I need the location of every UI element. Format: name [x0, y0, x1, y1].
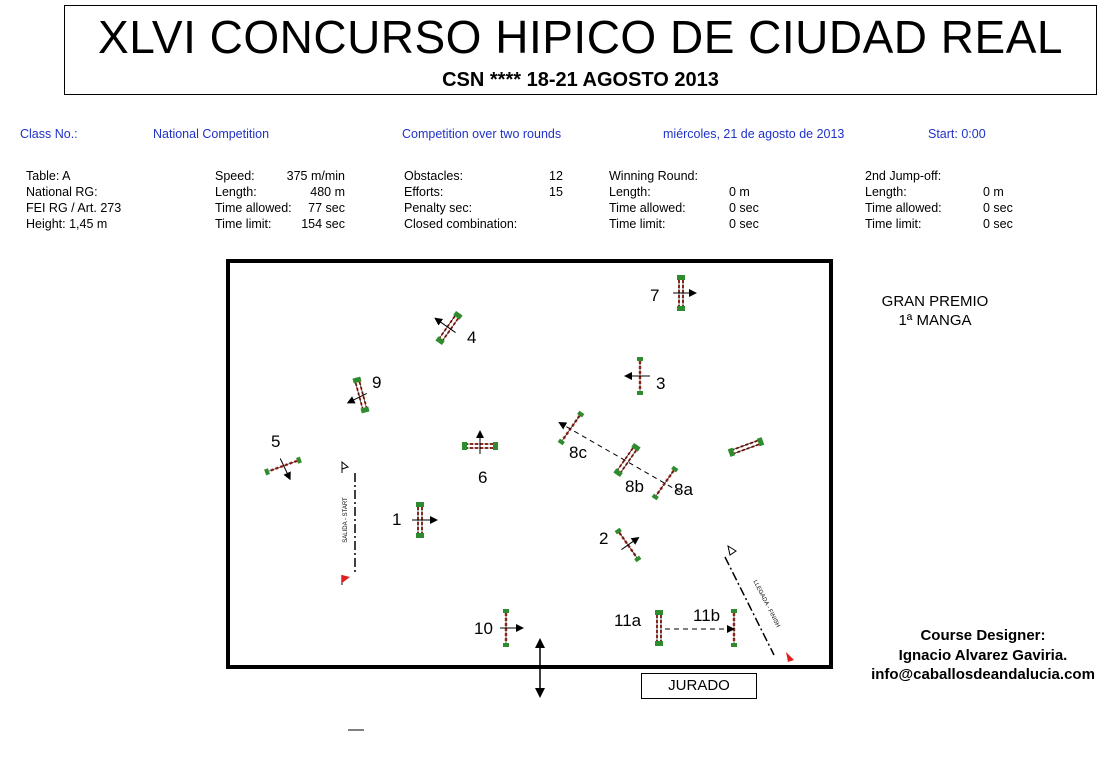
wr-time-limit-label: Time limit: — [609, 217, 666, 231]
event-name — [860, 292, 1010, 330]
obstacle-8c — [558, 411, 585, 446]
table-type: Table: A — [26, 169, 71, 183]
event-title: XLVI CONCURSO HIPICO DE CIUDAD REAL — [98, 11, 1063, 63]
obstacle-11a — [655, 610, 663, 646]
wr-time-limit-value: 0 sec — [729, 217, 759, 231]
efforts-value: 15 — [549, 185, 563, 199]
time-allowed-value: 77 sec — [308, 201, 345, 215]
event-subtitle: CSN **** 18-21 AGOSTO 2013 — [442, 69, 719, 91]
obstacle-1 — [412, 502, 436, 538]
designer-label: Course Designer: — [920, 627, 1046, 644]
label-obstacle-4: 4 — [467, 328, 477, 347]
designer-email: info@caballosdeandalucia.com — [871, 666, 1095, 683]
label-obstacle-8a: 8a — [674, 480, 693, 499]
label-obstacle-11a: 11a — [614, 611, 642, 630]
speed-value: 375 m/min — [286, 169, 345, 183]
time-limit-label: Time limit: — [215, 217, 272, 231]
jo-length-label: Length: — [865, 185, 907, 199]
obstacle-extra — [728, 437, 765, 457]
competition-type: Competition over two rounds — [402, 127, 562, 141]
obstacle-10 — [500, 609, 522, 647]
start-time: Start: 0:00 — [928, 127, 986, 141]
jury-box: JURADO — [641, 673, 757, 699]
jo-time-limit-value: 0 sec — [983, 217, 1013, 231]
wr-time-allowed-label: Time allowed: — [609, 201, 686, 215]
efforts-label: Efforts: — [404, 185, 444, 199]
obstacle-9 — [343, 376, 372, 416]
speed-label: Speed: — [215, 169, 255, 183]
label-obstacle-5: 5 — [271, 432, 281, 451]
competition-date: miércoles, 21 de agosto de 2013 — [663, 127, 845, 141]
label-obstacle-3: 3 — [656, 374, 666, 393]
jo-time-limit-label: Time limit: — [865, 217, 922, 231]
obstacle-8b — [613, 443, 640, 477]
length-label: Length: — [215, 185, 257, 199]
winning-round-title: Winning Round: — [609, 169, 698, 183]
event-name-line1: GRAN PREMIO — [881, 293, 989, 310]
wr-length-label: Length: — [609, 185, 651, 199]
time-allowed-label: Time allowed: — [215, 201, 292, 215]
obstacle-2 — [611, 523, 649, 566]
height: Height: 1,45 m — [26, 217, 108, 231]
wr-length-value: 0 m — [729, 185, 750, 199]
jump-off-title: 2nd Jump-off: — [865, 169, 942, 183]
penalty-label: Penalty sec: — [404, 201, 473, 215]
label-obstacle-2: 2 — [599, 529, 609, 548]
national-rg: National RG: — [26, 185, 98, 199]
jo-time-allowed-value: 0 sec — [983, 201, 1013, 215]
class-no: Class No.: — [20, 127, 78, 141]
label-obstacle-8b: 8b — [625, 477, 644, 496]
event-name-line2: 1ª MANGA — [898, 312, 972, 329]
fei-rg: FEI RG / Art. 273 — [26, 201, 122, 215]
jo-time-allowed-label: Time allowed: — [865, 201, 942, 215]
course-designer — [858, 626, 1103, 685]
time-limit-value: 154 sec — [301, 217, 345, 231]
competition-name: National Competition — [153, 127, 270, 141]
label-obstacle-9: 9 — [372, 373, 382, 392]
obstacle-4 — [426, 304, 466, 347]
obstacles-label: Obstacles: — [404, 169, 464, 183]
wr-time-allowed-value: 0 sec — [729, 201, 759, 215]
obstacle-6 — [462, 432, 498, 454]
jo-length-value: 0 m — [983, 185, 1004, 199]
start-line-label: SALIDA - START — [343, 497, 349, 543]
label-obstacle-1: 1 — [392, 510, 402, 529]
label-obstacle-7: 7 — [650, 286, 660, 305]
designer-name: Ignacio Alvarez Gaviria. — [898, 646, 1068, 664]
label-obstacle-8c: 8c — [569, 443, 587, 462]
label-obstacle-11b: 11b — [693, 606, 721, 625]
arena-border — [228, 261, 831, 667]
obstacles-value: 12 — [549, 169, 563, 183]
label-obstacle-6: 6 — [478, 468, 488, 487]
finish-line-label: LLEGADA - FINISH — [751, 579, 781, 629]
obstacle-5 — [262, 452, 305, 486]
closed-combination-label: Closed combination: — [404, 217, 518, 231]
obstacle-11b — [731, 609, 737, 647]
obstacle-7 — [673, 275, 695, 311]
obstacle-3 — [626, 357, 650, 395]
label-obstacle-10: 10 — [474, 619, 493, 638]
length-value: 480 m — [310, 185, 345, 199]
